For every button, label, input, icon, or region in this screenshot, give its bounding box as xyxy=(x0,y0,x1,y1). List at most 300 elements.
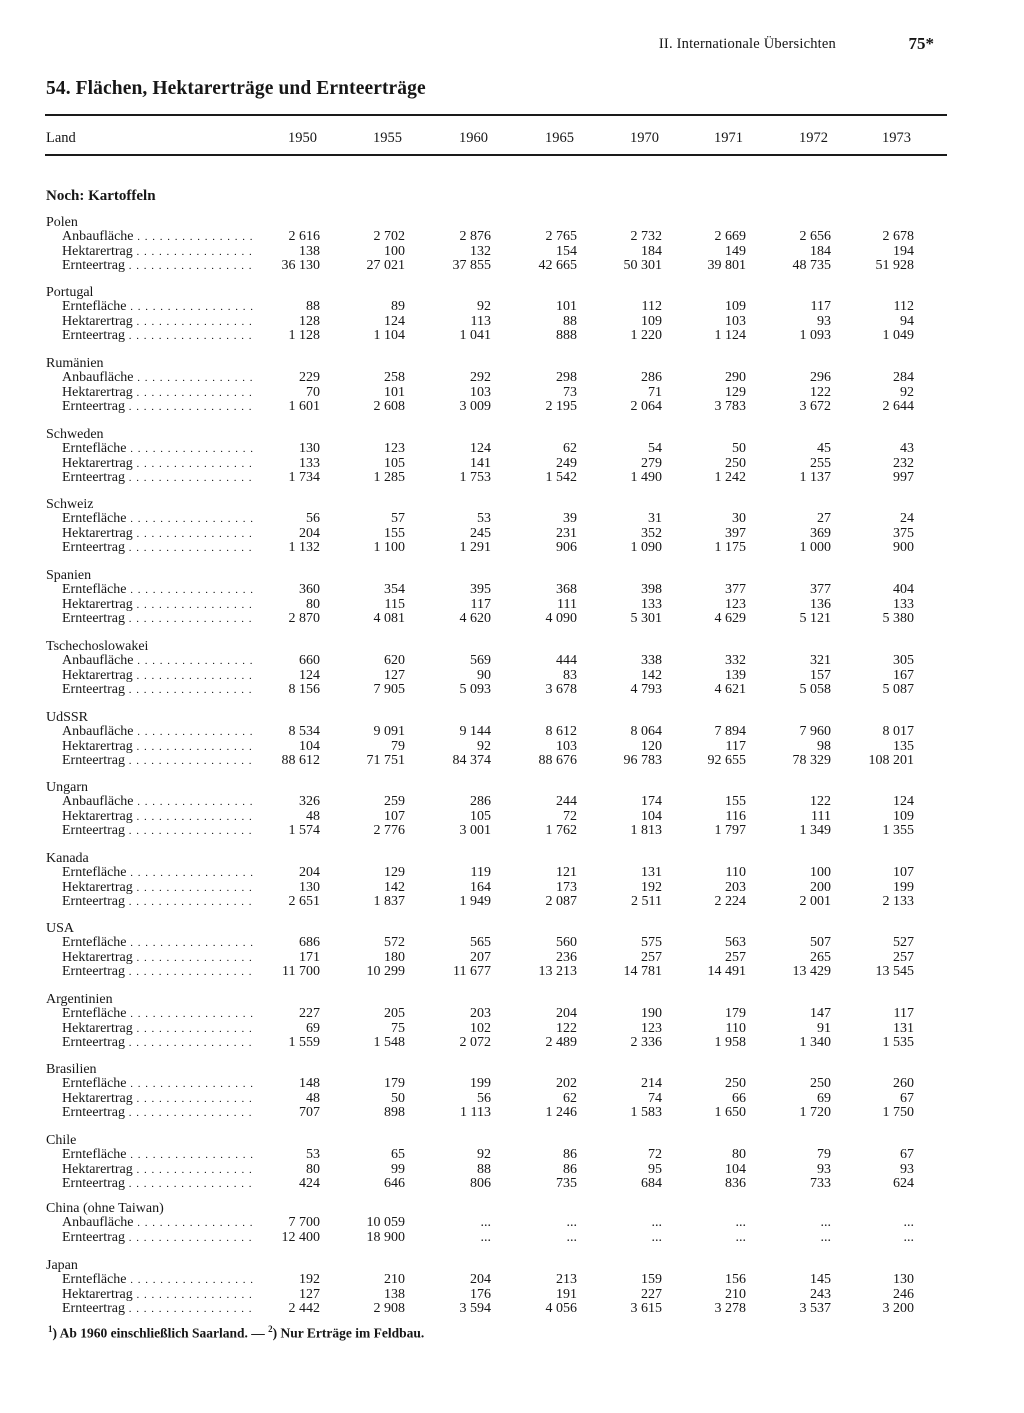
table-cell: 74 xyxy=(648,1090,662,1106)
table-cell: 113 xyxy=(470,313,491,329)
table-cell: 2 087 xyxy=(545,894,577,909)
country-block xyxy=(46,216,946,274)
table-row xyxy=(46,936,946,950)
table-row xyxy=(46,527,946,541)
table-cell: 115 xyxy=(384,596,405,612)
table-cell: 1 583 xyxy=(630,1105,662,1120)
table-row xyxy=(46,245,946,259)
table-cell: 14 491 xyxy=(707,964,746,979)
table-cell: 159 xyxy=(641,1272,662,1287)
table-cell: 111 xyxy=(811,808,831,824)
table-cell: 112 xyxy=(641,299,662,314)
table-cell: 93 xyxy=(900,1161,914,1177)
table-cell: 139 xyxy=(725,667,746,683)
table-cell: 5 058 xyxy=(799,682,831,697)
table-cell: 149 xyxy=(725,243,746,259)
table-row xyxy=(46,386,946,400)
table-cell: 265 xyxy=(810,949,831,965)
table-cell: 109 xyxy=(641,313,662,329)
table-cell: 5 121 xyxy=(799,611,831,626)
table-cell: 9 144 xyxy=(459,724,491,739)
table-cell: 5 380 xyxy=(882,611,914,626)
table-cell: 124 xyxy=(893,794,914,809)
table-cell: 1 601 xyxy=(288,399,320,414)
table-cell: 250 xyxy=(725,1076,746,1091)
table-cell: 227 xyxy=(299,1006,320,1021)
table-cell: 136 xyxy=(810,596,831,612)
table-cell: 1 355 xyxy=(882,823,914,838)
table-cell: 12 400 xyxy=(281,1229,320,1245)
table-row xyxy=(46,1231,946,1245)
table-row xyxy=(46,329,946,343)
table-cell: 2 732 xyxy=(630,229,662,244)
table-cell: 179 xyxy=(725,1006,746,1021)
table-cell: 179 xyxy=(384,1076,405,1091)
table-cell: 39 801 xyxy=(707,258,746,273)
table-cell: 107 xyxy=(384,808,405,824)
table-cell: 257 xyxy=(641,949,662,965)
table-cell: 527 xyxy=(893,935,914,950)
table-cell: 1 093 xyxy=(799,328,831,343)
table-cell: 94 xyxy=(900,313,914,329)
table-cell: 155 xyxy=(725,794,746,809)
table-cell: 997 xyxy=(893,470,914,485)
table-cell: 1 113 xyxy=(460,1105,491,1120)
table-cell: 148 xyxy=(299,1076,320,1091)
table-cell: 260 xyxy=(893,1076,914,1091)
table-cell: 200 xyxy=(810,879,831,895)
table-cell: 290 xyxy=(725,370,746,385)
row-label: Ernteertrag . . . xyxy=(62,1302,256,1316)
table-cell: 354 xyxy=(384,582,405,597)
row-label: Anbaufläche . . . xyxy=(62,230,256,244)
country-block xyxy=(46,852,946,910)
table-cell: 103 xyxy=(470,384,491,400)
table-cell: 43 xyxy=(900,441,914,456)
table-cell: 4 793 xyxy=(630,682,662,697)
table-cell: 131 xyxy=(641,865,662,880)
table-cell: 207 xyxy=(470,949,491,965)
table-cell: 122 xyxy=(810,794,831,809)
table-cell: 5 087 xyxy=(882,682,914,697)
table-cell: 286 xyxy=(641,370,662,385)
table-cell: 57 xyxy=(391,511,405,526)
table-cell: 1 797 xyxy=(714,823,746,838)
table-cell: 4 621 xyxy=(714,682,746,697)
table-cell: 89 xyxy=(391,299,405,314)
row-label: Erntefläche . . . xyxy=(62,1273,256,1287)
table-cell: ... xyxy=(651,1229,662,1245)
table-cell: 79 xyxy=(817,1147,831,1162)
table-row xyxy=(46,457,946,471)
table-cell: 110 xyxy=(725,1020,746,1036)
table-cell: 572 xyxy=(384,935,405,950)
table-cell: 130 xyxy=(299,879,320,895)
table-top-rule xyxy=(45,114,947,116)
table-cell: 1 246 xyxy=(545,1105,577,1120)
table-cell: 214 xyxy=(641,1076,662,1091)
table-cell: 103 xyxy=(725,313,746,329)
country-block xyxy=(46,428,946,486)
table-cell: 204 xyxy=(299,525,320,541)
table-cell: 2 072 xyxy=(459,1035,491,1050)
table-cell: 1 132 xyxy=(288,540,320,555)
table-cell: 375 xyxy=(893,525,914,541)
table-cell: 66 xyxy=(732,1090,746,1106)
table-cell: 204 xyxy=(299,865,320,880)
table-cell: 99 xyxy=(391,1161,405,1177)
table-cell: ... xyxy=(480,1215,491,1230)
row-label: Hektarertrag . . . xyxy=(62,1022,256,1036)
country-name: Kanada xyxy=(46,851,89,866)
table-cell: 13 429 xyxy=(792,964,831,979)
table-cell: 1 049 xyxy=(882,328,914,343)
table-cell: 5 301 xyxy=(630,611,662,626)
table-cell: 108 201 xyxy=(868,753,914,768)
table-cell: 109 xyxy=(725,299,746,314)
table-cell: 2 616 xyxy=(288,229,320,244)
table-cell: ... xyxy=(820,1229,831,1245)
running-header: II. Internationale Übersichten xyxy=(658,36,836,52)
table-cell: 138 xyxy=(384,1286,405,1302)
table-cell: 507 xyxy=(810,935,831,950)
table-cell: 210 xyxy=(384,1272,405,1287)
table-row xyxy=(46,1163,946,1177)
table-cell: 1 000 xyxy=(799,540,831,555)
table-cell: 117 xyxy=(810,299,831,314)
row-label: Hektarertrag . . . xyxy=(62,810,256,824)
row-label: Hektarertrag . . . xyxy=(62,598,256,612)
table-cell: 8 612 xyxy=(545,724,577,739)
table-row xyxy=(46,612,946,626)
table-cell: 257 xyxy=(893,949,914,965)
table-row xyxy=(46,1007,946,1021)
table-cell: 131 xyxy=(893,1020,914,1036)
table-cell: 2 489 xyxy=(545,1035,577,1050)
table-row xyxy=(46,259,946,273)
table-cell: 123 xyxy=(384,441,405,456)
table-cell: 1 559 xyxy=(288,1035,320,1050)
table-row xyxy=(46,824,946,838)
table-cell: 14 781 xyxy=(623,964,662,979)
table-cell: 292 xyxy=(470,370,491,385)
table-cell: 72 xyxy=(563,808,577,824)
table-row xyxy=(46,1216,946,1230)
table-cell: 735 xyxy=(556,1176,577,1191)
table-cell: 88 xyxy=(563,313,577,329)
table-row xyxy=(46,795,946,809)
table-cell: 100 xyxy=(810,865,831,880)
table-cell: 8 156 xyxy=(288,682,320,697)
table-cell: 243 xyxy=(810,1286,831,1302)
table-cell: 88 676 xyxy=(538,753,577,768)
country-name: Tschechoslowakei xyxy=(46,639,149,654)
table-cell: 174 xyxy=(641,794,662,809)
table-cell: 569 xyxy=(470,653,491,668)
table-cell: 1 548 xyxy=(373,1035,405,1050)
table-cell: 119 xyxy=(470,865,491,880)
table-cell: ... xyxy=(820,1215,831,1230)
row-label: Ernteertrag . . . xyxy=(62,1231,256,1245)
footnote-mark-2: 2 xyxy=(268,1324,273,1334)
table-row xyxy=(46,683,946,697)
table-cell: 192 xyxy=(299,1272,320,1287)
table-cell: 192 xyxy=(641,879,662,895)
table-cell: 135 xyxy=(893,738,914,754)
table-row xyxy=(46,1288,946,1302)
table-cell: 250 xyxy=(810,1076,831,1091)
table-cell: 9 091 xyxy=(373,724,405,739)
table-cell: 2 224 xyxy=(714,894,746,909)
table-cell: 898 xyxy=(384,1105,405,1120)
table-cell: 69 xyxy=(306,1020,320,1036)
table-cell: 130 xyxy=(893,1272,914,1287)
table-cell: 127 xyxy=(299,1286,320,1302)
table-cell: 213 xyxy=(556,1272,577,1287)
table-cell: 194 xyxy=(893,243,914,259)
table-cell: 105 xyxy=(470,808,491,824)
table-cell: 199 xyxy=(470,1076,491,1091)
country-block xyxy=(46,922,946,980)
country-name: UdSSR xyxy=(46,710,89,725)
table-cell: 128 xyxy=(299,313,320,329)
table-cell: 24 xyxy=(900,511,914,526)
table-cell: 257 xyxy=(725,949,746,965)
row-label: Erntefläche . . . xyxy=(62,866,256,880)
row-label: Hektarertrag . . . xyxy=(62,951,256,965)
table-cell: 2 133 xyxy=(882,894,914,909)
table-cell: 69 xyxy=(817,1090,831,1106)
table-cell: 1 242 xyxy=(714,470,746,485)
table-cell: 73 xyxy=(563,384,577,400)
table-row xyxy=(46,669,946,683)
table-cell: 100 xyxy=(384,243,405,259)
table-cell: 1 762 xyxy=(545,823,577,838)
table-cell: 107 xyxy=(893,865,914,880)
country-name: Argentinien xyxy=(46,992,113,1007)
table-cell: ... xyxy=(735,1229,746,1245)
table-cell: ... xyxy=(566,1229,577,1245)
table-cell: 45 xyxy=(817,441,831,456)
table-cell: 75 xyxy=(391,1020,405,1036)
country-name: Brasilien xyxy=(46,1062,97,1077)
table-cell: 236 xyxy=(556,949,577,965)
table-cell: 96 783 xyxy=(623,753,662,768)
table-cell: 95 xyxy=(648,1161,662,1177)
table-row xyxy=(46,866,946,880)
table-cell: 3 783 xyxy=(714,399,746,414)
table-cell: 1 340 xyxy=(799,1035,831,1050)
table-row xyxy=(46,1077,946,1091)
page-header xyxy=(0,36,1024,56)
column-header-year: 1950 xyxy=(288,130,317,146)
table-cell: 56 xyxy=(306,511,320,526)
row-label: Ernteertrag . . . xyxy=(62,471,256,485)
table-row xyxy=(46,725,946,739)
column-header-year: 1973 xyxy=(882,130,911,146)
table-cell: 88 xyxy=(306,299,320,314)
table-cell: 4 081 xyxy=(373,611,405,626)
table-cell: 338 xyxy=(641,653,662,668)
country-block xyxy=(46,357,946,415)
row-label: Hektarertrag . . . xyxy=(62,1163,256,1177)
table-cell: 3 672 xyxy=(799,399,831,414)
table-cell: 377 xyxy=(810,582,831,597)
country-block xyxy=(46,640,946,698)
table-row xyxy=(46,471,946,485)
table-cell: 1 650 xyxy=(714,1105,746,1120)
table-cell: ... xyxy=(735,1215,746,1230)
table-cell: 92 xyxy=(477,738,491,754)
column-header-year: 1960 xyxy=(459,130,488,146)
table-cell: 210 xyxy=(725,1286,746,1302)
table-cell: 7 894 xyxy=(714,724,746,739)
table-cell: 1 285 xyxy=(373,470,405,485)
table-cell: 171 xyxy=(299,949,320,965)
table-cell: 3 678 xyxy=(545,682,577,697)
table-cell: 67 xyxy=(900,1090,914,1106)
table-cell: 2 876 xyxy=(459,229,491,244)
table-cell: 117 xyxy=(725,738,746,754)
country-block xyxy=(46,993,946,1051)
row-label: Anbaufläche . . . xyxy=(62,1216,256,1230)
table-cell: 352 xyxy=(641,525,662,541)
table-cell: 72 xyxy=(648,1147,662,1162)
table-cell: 117 xyxy=(470,596,491,612)
table-row xyxy=(46,810,946,824)
table-cell: 93 xyxy=(817,313,831,329)
table-cell: 92 xyxy=(900,384,914,400)
table-cell: 1 535 xyxy=(882,1035,914,1050)
table-cell: 3 615 xyxy=(630,1301,662,1316)
footnote xyxy=(48,1324,424,1342)
table-cell: 71 751 xyxy=(366,753,405,768)
country-block xyxy=(46,1259,946,1317)
table-cell: 1 949 xyxy=(459,894,491,909)
table-cell: 444 xyxy=(556,653,577,668)
table-cell: ... xyxy=(480,1229,491,1245)
table-cell: 62 xyxy=(563,441,577,456)
row-label: Erntefläche . . . xyxy=(62,1007,256,1021)
row-label: Hektarertrag . . . xyxy=(62,1288,256,1302)
table-cell: 227 xyxy=(641,1286,662,1302)
table-cell: 1 041 xyxy=(459,328,491,343)
footnote-text-1: ) Ab 1960 einschließlich Saarland. — xyxy=(52,1325,269,1341)
table-cell: 142 xyxy=(641,667,662,683)
table-cell: 279 xyxy=(641,455,662,471)
table-cell: 11 677 xyxy=(453,964,491,979)
table-cell: 203 xyxy=(470,1006,491,1021)
table-cell: 284 xyxy=(893,370,914,385)
table-cell: 286 xyxy=(470,794,491,809)
table-cell: 50 xyxy=(391,1090,405,1106)
table-cell: 86 xyxy=(563,1147,577,1162)
table-cell: 80 xyxy=(306,1161,320,1177)
table-cell: 5 093 xyxy=(459,682,491,697)
table-cell: ... xyxy=(903,1215,914,1230)
table-cell: 298 xyxy=(556,370,577,385)
row-label: Ernteertrag . . . xyxy=(62,754,256,768)
table-cell: 2 702 xyxy=(373,229,405,244)
column-header-year: 1971 xyxy=(714,130,743,146)
table-cell: 105 xyxy=(384,455,405,471)
table-cell: 102 xyxy=(470,1020,491,1036)
country-name: Schweiz xyxy=(46,497,94,512)
table-cell: 369 xyxy=(810,525,831,541)
table-cell: 129 xyxy=(725,384,746,400)
table-row xyxy=(46,951,946,965)
table-cell: 133 xyxy=(299,455,320,471)
table-cell: 104 xyxy=(725,1161,746,1177)
table-cell: 10 299 xyxy=(366,964,405,979)
table-row xyxy=(46,740,946,754)
table-cell: 1 349 xyxy=(799,823,831,838)
table-cell: 398 xyxy=(641,582,662,597)
page-number: 75* xyxy=(908,34,934,53)
row-label: Erntefläche . . . xyxy=(62,583,256,597)
table-cell: 3 594 xyxy=(459,1301,491,1316)
table-cell: 2 511 xyxy=(631,894,662,909)
table-cell: 70 xyxy=(306,384,320,400)
table-cell: 71 xyxy=(648,384,662,400)
row-label: Ernteertrag . . . xyxy=(62,965,256,979)
table-cell: 244 xyxy=(556,794,577,809)
table-row xyxy=(46,598,946,612)
column-header-year: 1965 xyxy=(545,130,574,146)
table-cell: 173 xyxy=(556,879,577,895)
table-cell: 124 xyxy=(384,313,405,329)
table-row xyxy=(46,512,946,526)
table-cell: 660 xyxy=(299,653,320,668)
table-cell: 67 xyxy=(900,1147,914,1162)
table-cell: 2 908 xyxy=(373,1301,405,1316)
table-cell: 176 xyxy=(470,1286,491,1302)
table-cell: 90 xyxy=(477,667,491,683)
table-cell: 624 xyxy=(893,1176,914,1191)
table-cell: 88 612 xyxy=(281,753,320,768)
table-cell: 138 xyxy=(299,243,320,259)
table-cell: 404 xyxy=(893,582,914,597)
column-header-year: 1972 xyxy=(799,130,828,146)
table-cell: 167 xyxy=(893,667,914,683)
table-cell: 50 301 xyxy=(623,258,662,273)
table-cell: 54 xyxy=(648,441,662,456)
table-cell: 202 xyxy=(556,1076,577,1091)
country-name: Japan xyxy=(46,1258,78,1273)
row-label: Ernteertrag . . . xyxy=(62,541,256,555)
table-cell: 121 xyxy=(556,865,577,880)
table-cell: 231 xyxy=(556,525,577,541)
table-row xyxy=(46,1177,946,1191)
table-cell: 1 100 xyxy=(373,540,405,555)
table-cell: 92 xyxy=(477,1147,491,1162)
table-cell: 7 905 xyxy=(373,682,405,697)
table-cell: 109 xyxy=(893,808,914,824)
table-row xyxy=(46,1273,946,1287)
table-cell: 1 813 xyxy=(630,823,662,838)
table-cell: 133 xyxy=(893,596,914,612)
row-label: Erntefläche . . . xyxy=(62,442,256,456)
country-name: Portugal xyxy=(46,285,94,300)
table-cell: 888 xyxy=(556,328,577,343)
table-cell: ... xyxy=(903,1229,914,1245)
column-header-land: Land xyxy=(46,130,76,146)
row-label: Hektarertrag . . . xyxy=(62,1092,256,1106)
table-cell: 2 870 xyxy=(288,611,320,626)
table-cell: 48 xyxy=(306,808,320,824)
country-block xyxy=(46,498,946,556)
table-cell: 7 700 xyxy=(288,1215,320,1230)
